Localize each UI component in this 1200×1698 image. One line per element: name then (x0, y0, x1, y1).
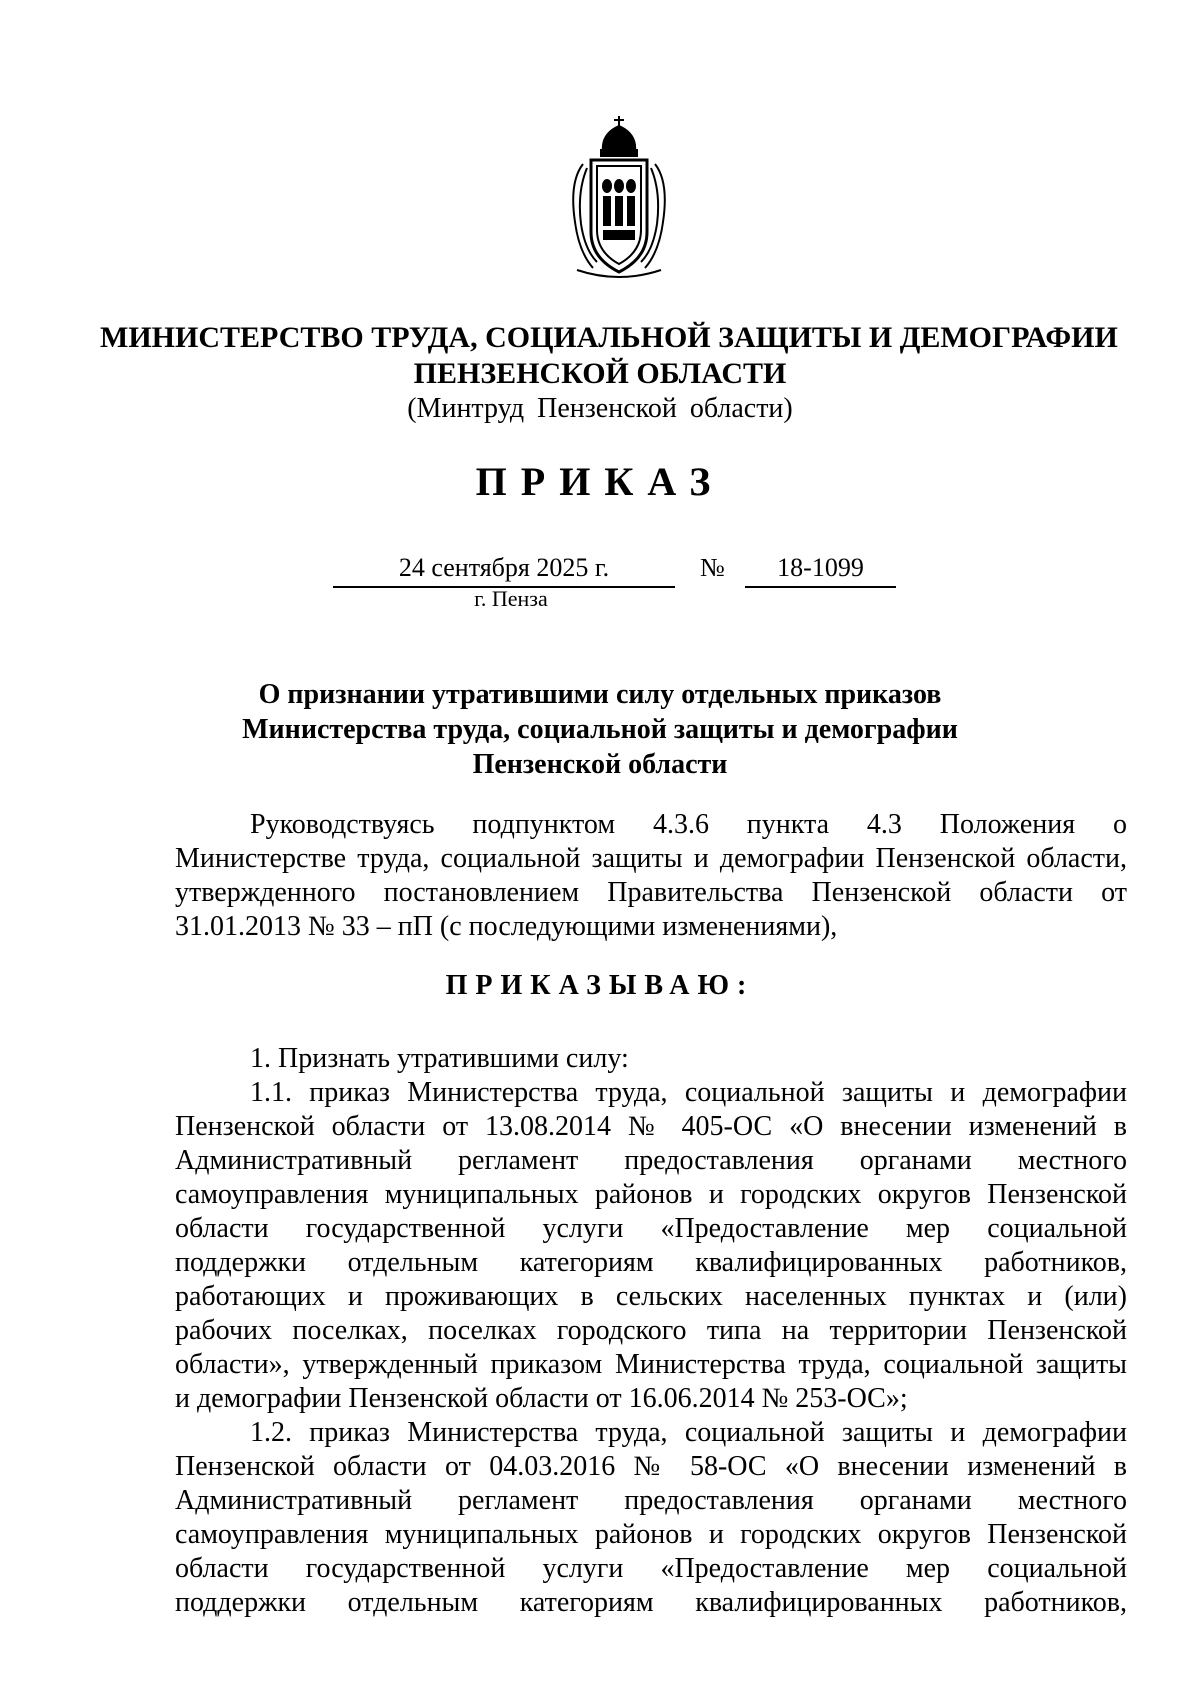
clause-1-1-line: и демографии Пензенской области от 16.06.2014 № 253-ОС»; (175, 1383, 908, 1414)
order-word: ПРИКАЗЫВАЮ: (445, 970, 755, 1001)
clause-1-2-line: поддержки отдельным категориям квалифицированных работников, (175, 1587, 1127, 1618)
clause-1-2-line: 1.2. приказ Министерства труда, социальной защиты и демографии (250, 1417, 1127, 1448)
preamble-line: Министерстве труда, социальной защиты и демографии Пензенской области, (175, 843, 1127, 874)
clause-1: 1. Признать утратившими силу: (250, 1043, 629, 1074)
clause-1-2-line: области государственной услуги «Предоставление мер социальной (175, 1553, 1127, 1584)
clause-1-1-line: рабочих поселках, поселках городского типа на территории Пензенской (175, 1315, 1127, 1346)
document-number: 18-1099 (745, 552, 896, 588)
subject-line: Пензенской области (472, 749, 728, 780)
coat-of-arms-icon (563, 112, 675, 279)
subject-line: О признании утратившими силу отдельных приказов (258, 679, 942, 710)
clause-1-2-line: самоуправления муниципальных районов и городских округов Пензенской (175, 1519, 1127, 1550)
clause-1-1-line: работающих и проживающих в сельских населенных пунктах и (или) (175, 1281, 1127, 1312)
clause-1-2-line: Административный регламент предоставления органами местного (175, 1485, 1127, 1516)
document-type-title: ПРИКАЗ (475, 459, 725, 504)
number-sign: № (700, 553, 725, 582)
preamble-line: Руководствуясь подпунктом 4.3.6 пункта 4.3 Положения о (250, 809, 1127, 840)
organization-short-name: (Минтруд Пензенской области) (407, 393, 793, 424)
clause-1-1-line: самоуправления муниципальных районов и городских округов Пензенской (175, 1179, 1127, 1210)
document-city: г. Пенза (474, 586, 548, 611)
clause-1-2-line: Пензенской области от 04.03.2016 № 58-ОС «О внесении изменений в (175, 1451, 1127, 1482)
clause-1-1-line: 1.1. приказ Министерства труда, социальной защиты и демографии (250, 1077, 1127, 1108)
subject-line: Министерства труда, социальной защиты и демографии (242, 714, 958, 745)
organization-name-line1: МИНИСТЕРСТВО ТРУДА, СОЦИАЛЬНОЙ ЗАЩИТЫ И ДЕМОГРАФИИ (100, 321, 1118, 354)
preamble-line: 31.01.2013 № 33 – пП (с последующими изменениями), (175, 911, 838, 942)
organization-name-line2: ПЕНЗЕНСКОЙ ОБЛАСТИ (413, 357, 787, 390)
preamble-line: утвержденного постановлением Правительства Пензенской области от (175, 877, 1127, 908)
clause-1-1-line: области», утвержденный приказом Министерства труда, социальной защиты (175, 1349, 1127, 1380)
clause-1-1-line: области государственной услуги «Предоставление мер социальной (175, 1213, 1127, 1244)
document-date: 24 сентября 2025 г. (333, 552, 675, 588)
preamble-paragraph (175, 808, 1127, 944)
clause-1-1-line: Пензенской области от 13.08.2014 № 405-ОС «О внесении изменений в (175, 1111, 1127, 1142)
document-subject (200, 677, 1000, 782)
clause-1-1-line: Административный регламент предоставления органами местного (175, 1145, 1127, 1176)
clause-1-1-line: поддержки отдельным категориям квалифицированных работников, (175, 1247, 1127, 1278)
order-clauses (175, 1042, 1127, 1620)
